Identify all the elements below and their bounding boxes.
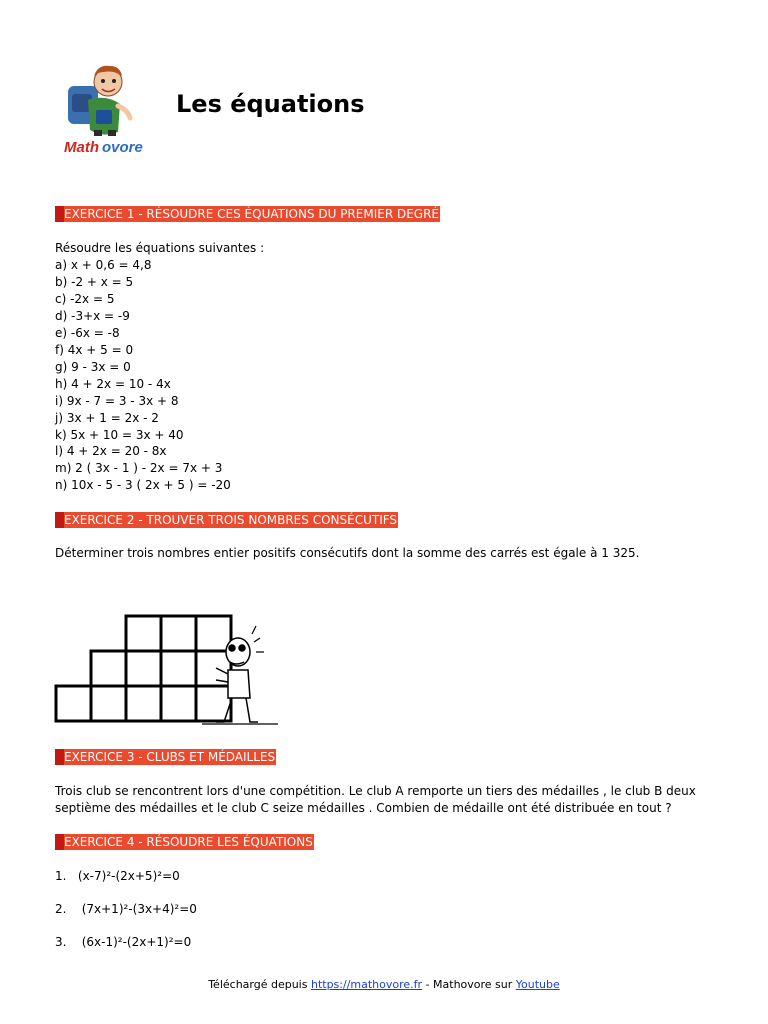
staircase-illustration [52, 612, 282, 728]
equation-item: i) 9x - 7 = 3 - 3x + 8 [55, 393, 179, 408]
exercise-3-text: Trois club se rencontrent lors d'une compétition. Le club A remporte un tiers des médailles , le club B deux septième des médailles et le club C seize médailles . Combien de médaille ont été distribuée en tout ? [55, 784, 696, 815]
equation-item: e) -6x = -8 [55, 325, 120, 340]
page-title: Les équations [176, 90, 365, 118]
mathovore-site-link[interactable]: https://mathovore.fr [310, 978, 423, 991]
youtube-link[interactable]: Youtube [515, 978, 560, 991]
exercise-1-heading: EXERCICE 1 - RÉSOUDRE CES ÉQUATIONS DU PREMIER DEGRÉ [55, 206, 440, 222]
equation-item: h) 4 + 2x = 10 - 4x [55, 376, 171, 391]
equation-item: j) 3x + 1 = 2x - 2 [55, 410, 159, 425]
equation-item: g) 9 - 3x = 0 [55, 359, 131, 374]
footer-middle: - Mathovore sur [422, 978, 516, 991]
equation-item: l) 4 + 2x = 20 - 8x [55, 444, 167, 459]
exercise-3-heading: EXERCICE 3 - CLUBS ET MÉDAILLES [55, 749, 276, 765]
svg-text:Math: Math [64, 139, 99, 156]
page-footer [0, 978, 768, 991]
equation-item: m) 2 ( 3x - 1 ) - 2x = 7x + 3 [55, 461, 223, 476]
equation-item: c) -2x = 5 [55, 291, 115, 306]
mathovore-logo [58, 60, 162, 156]
svg-text:ovore: ovore [102, 139, 143, 156]
equation-item: b) -2 + x = 5 [55, 274, 134, 289]
footer-prefix: Téléchargé depuis [208, 978, 311, 991]
exercise-1-intro: Résoudre les équations suivantes : [55, 241, 265, 255]
exercise-2-text: Déterminer trois nombres entier positifs consécutifs dont la somme des carrés est égale à 1 325. [55, 546, 640, 560]
exercise-4-item: 3. (6x-1)²-(2x+1)²=0 [55, 935, 192, 949]
equation-item: k) 5x + 10 = 3x + 40 [55, 427, 184, 442]
exercise-4-item: 1. (x-7)²-(2x+5)²=0 [55, 869, 180, 883]
exercise-4-heading: EXERCICE 4 - RÉSOUDRE LES ÉQUATIONS [55, 834, 314, 850]
exercise-1-equation-list [55, 257, 231, 494]
equation-item: f) 4x + 5 = 0 [55, 342, 134, 357]
exercise-4-item: 2. (7x+1)²-(3x+4)²=0 [55, 902, 197, 916]
equation-item: d) -3+x = -9 [55, 308, 130, 323]
exercise-2-heading: EXERCICE 2 - TROUVER TROIS NOMBRES CONSÉCUTIFS [55, 512, 398, 528]
equation-item: n) 10x - 5 - 3 ( 2x + 5 ) = -20 [55, 478, 231, 493]
equation-item: a) x + 0,6 = 4,8 [55, 258, 152, 272]
